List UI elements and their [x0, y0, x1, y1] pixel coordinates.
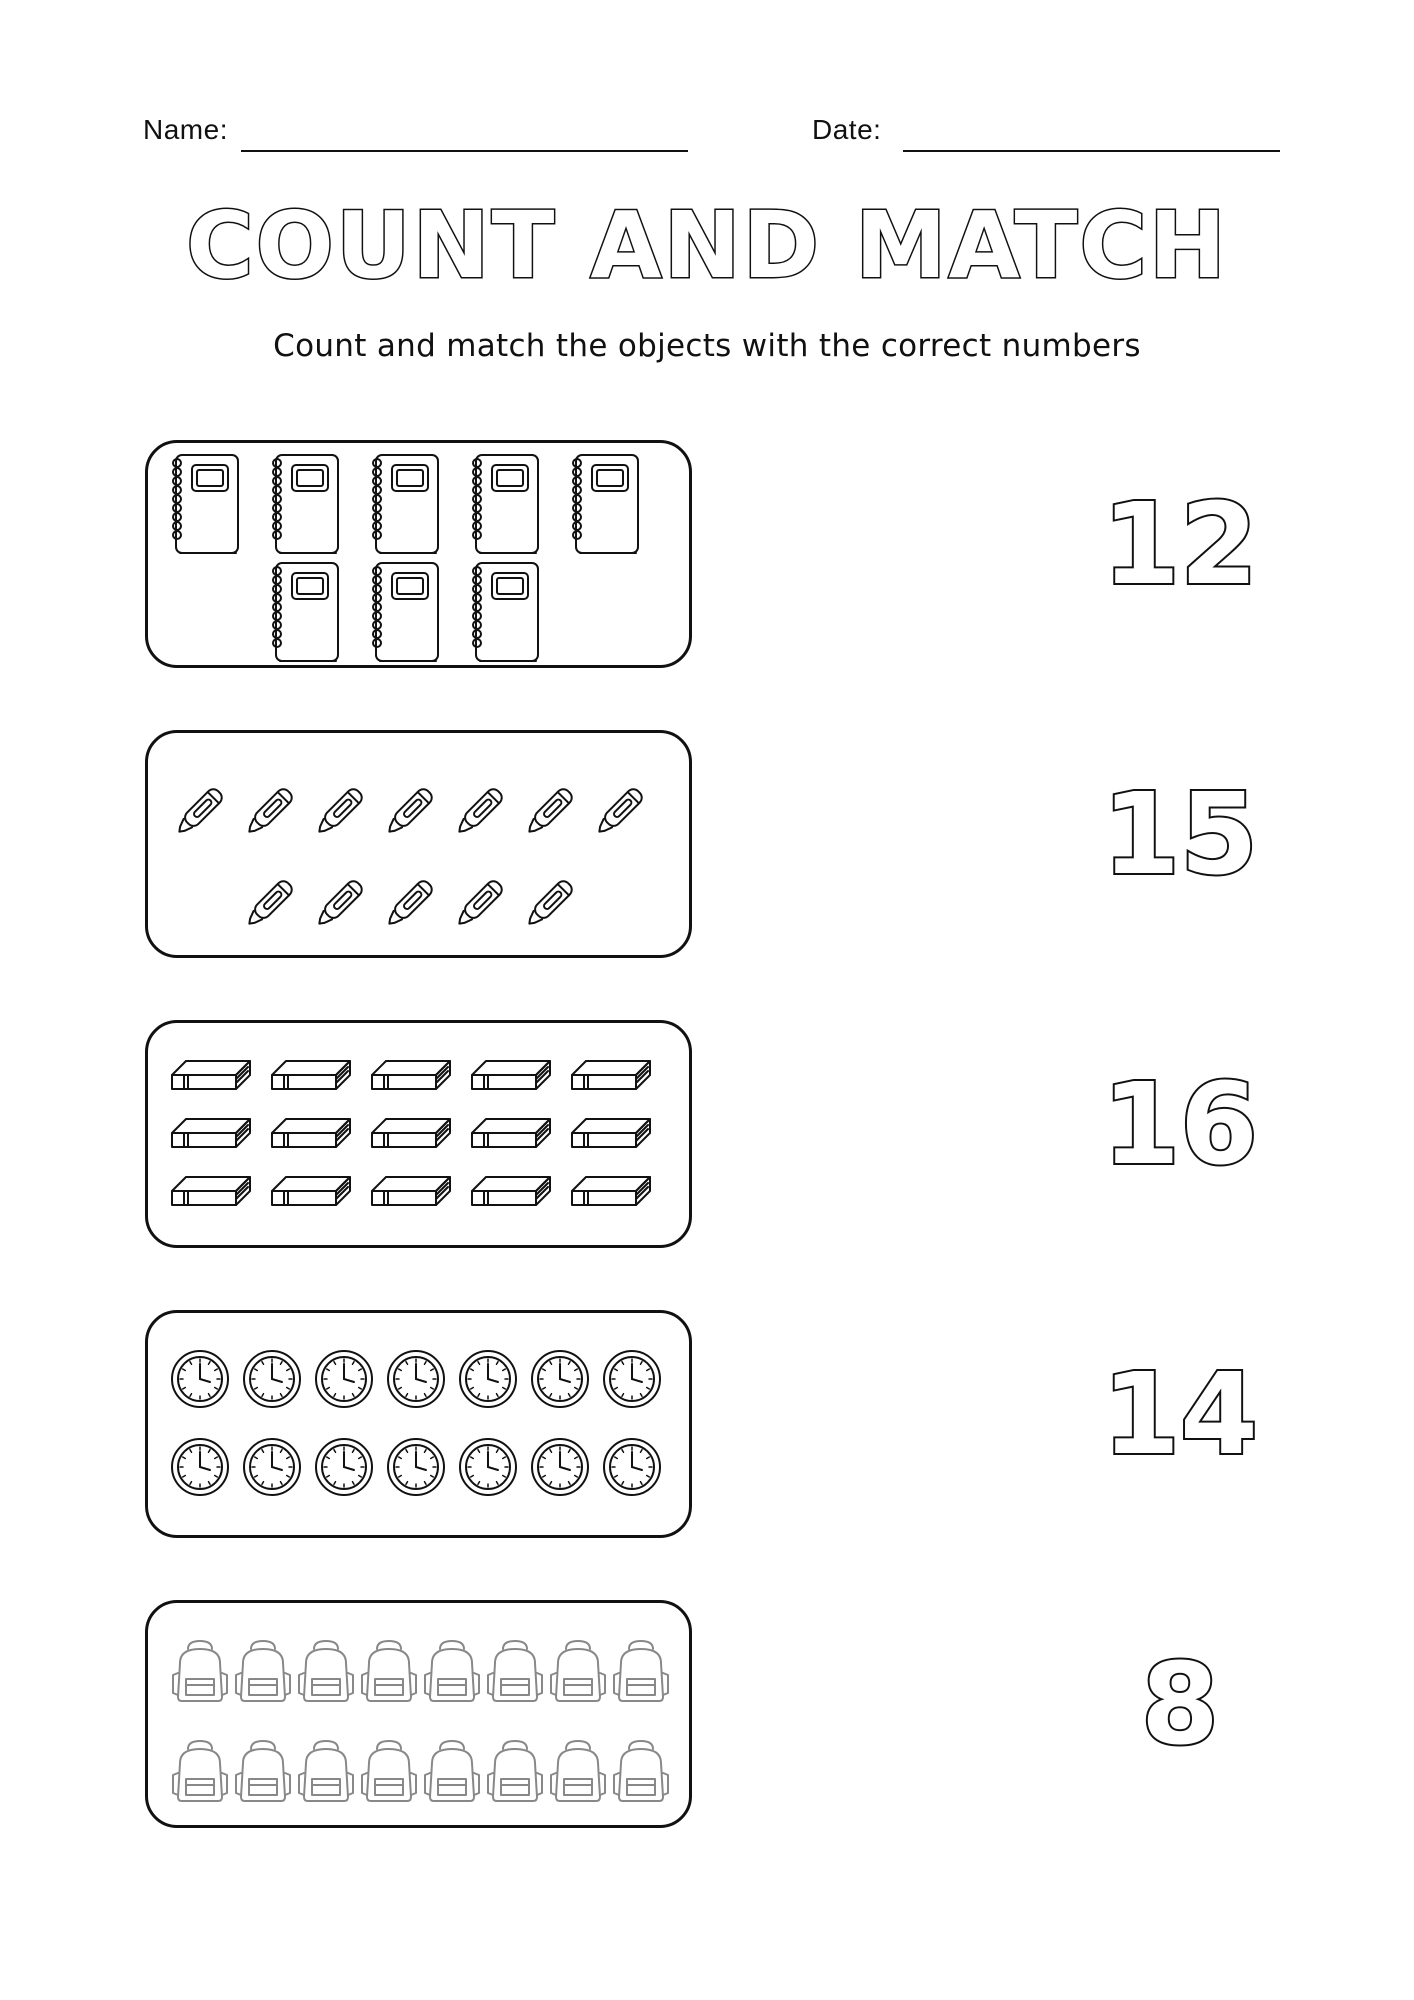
marker-icon [454, 786, 505, 837]
clock-icon [388, 1351, 444, 1407]
backpack-icon [173, 1741, 227, 1801]
date-field[interactable] [812, 114, 881, 146]
name-label: Name: [143, 114, 228, 145]
object-box-markers[interactable] [145, 730, 692, 958]
marker-icon [594, 786, 645, 837]
clock-icon [532, 1351, 588, 1407]
number-option-1[interactable]: 12 [1102, 480, 1258, 610]
number-option-2[interactable]: 15 [1102, 770, 1258, 900]
clock-icon [460, 1351, 516, 1407]
notebook-icon [273, 563, 338, 661]
notebook-icon [373, 455, 438, 553]
book-group [148, 1023, 695, 1251]
notebook-icon [173, 455, 238, 553]
clock-icon [604, 1439, 660, 1495]
clock-icon [316, 1439, 372, 1495]
book-icon [472, 1119, 550, 1147]
clock-icon [460, 1439, 516, 1495]
marker-group [148, 733, 695, 961]
book-icon [272, 1177, 350, 1205]
book-icon [572, 1177, 650, 1205]
notebook-icon [273, 455, 338, 553]
number-option-5[interactable]: 8 [1141, 1640, 1219, 1770]
clock-icon [172, 1439, 228, 1495]
backpack-icon [488, 1641, 542, 1701]
backpack-icon [236, 1641, 290, 1701]
book-icon [172, 1119, 250, 1147]
backpack-icon [551, 1641, 605, 1701]
notebook-icon [573, 455, 638, 553]
number-option-4[interactable]: 14 [1102, 1350, 1258, 1480]
backpack-icon [299, 1741, 353, 1801]
marker-icon [384, 878, 435, 929]
number-option-3[interactable]: 16 [1102, 1060, 1258, 1190]
instructions: Count and match the objects with the correct numbers [273, 328, 1141, 364]
clock-icon [604, 1351, 660, 1407]
marker-icon [244, 878, 295, 929]
notebook-icon [373, 563, 438, 661]
book-icon [572, 1061, 650, 1089]
clock-icon [244, 1351, 300, 1407]
object-box-clocks[interactable] [145, 1310, 692, 1538]
book-icon [272, 1061, 350, 1089]
clock-group [148, 1313, 695, 1541]
object-box-backpacks[interactable] [145, 1600, 692, 1828]
notebook-icon [473, 455, 538, 553]
name-write-line[interactable] [241, 150, 688, 152]
backpack-icon [362, 1741, 416, 1801]
notebook-group [148, 443, 695, 671]
book-icon [572, 1119, 650, 1147]
book-icon [172, 1177, 250, 1205]
backpack-icon [173, 1641, 227, 1701]
book-icon [472, 1061, 550, 1089]
object-box-notebooks[interactable] [145, 440, 692, 668]
clock-icon [172, 1351, 228, 1407]
book-icon [472, 1177, 550, 1205]
backpack-icon [488, 1741, 542, 1801]
backpack-icon [362, 1641, 416, 1701]
marker-icon [244, 786, 295, 837]
book-icon [372, 1061, 450, 1089]
backpack-icon [425, 1741, 479, 1801]
date-label: Date: [812, 114, 882, 145]
backpack-group [148, 1603, 695, 1831]
book-icon [272, 1119, 350, 1147]
marker-icon [314, 786, 365, 837]
backpack-icon [299, 1641, 353, 1701]
book-icon [372, 1119, 450, 1147]
backpack-icon [425, 1641, 479, 1701]
backpack-icon [236, 1741, 290, 1801]
clock-icon [244, 1439, 300, 1495]
name-field[interactable] [143, 114, 228, 146]
marker-icon [524, 786, 575, 837]
marker-icon [174, 786, 225, 837]
backpack-icon [614, 1641, 668, 1701]
worksheet-title: COUNT AND MATCH [186, 192, 1228, 299]
marker-icon [454, 878, 505, 929]
date-write-line[interactable] [903, 150, 1280, 152]
marker-icon [524, 878, 575, 929]
clock-icon [388, 1439, 444, 1495]
backpack-icon [614, 1741, 668, 1801]
notebook-icon [473, 563, 538, 661]
book-icon [172, 1061, 250, 1089]
object-box-books[interactable] [145, 1020, 692, 1248]
backpack-icon [551, 1741, 605, 1801]
clock-icon [316, 1351, 372, 1407]
marker-icon [384, 786, 435, 837]
clock-icon [532, 1439, 588, 1495]
marker-icon [314, 878, 365, 929]
book-icon [372, 1177, 450, 1205]
